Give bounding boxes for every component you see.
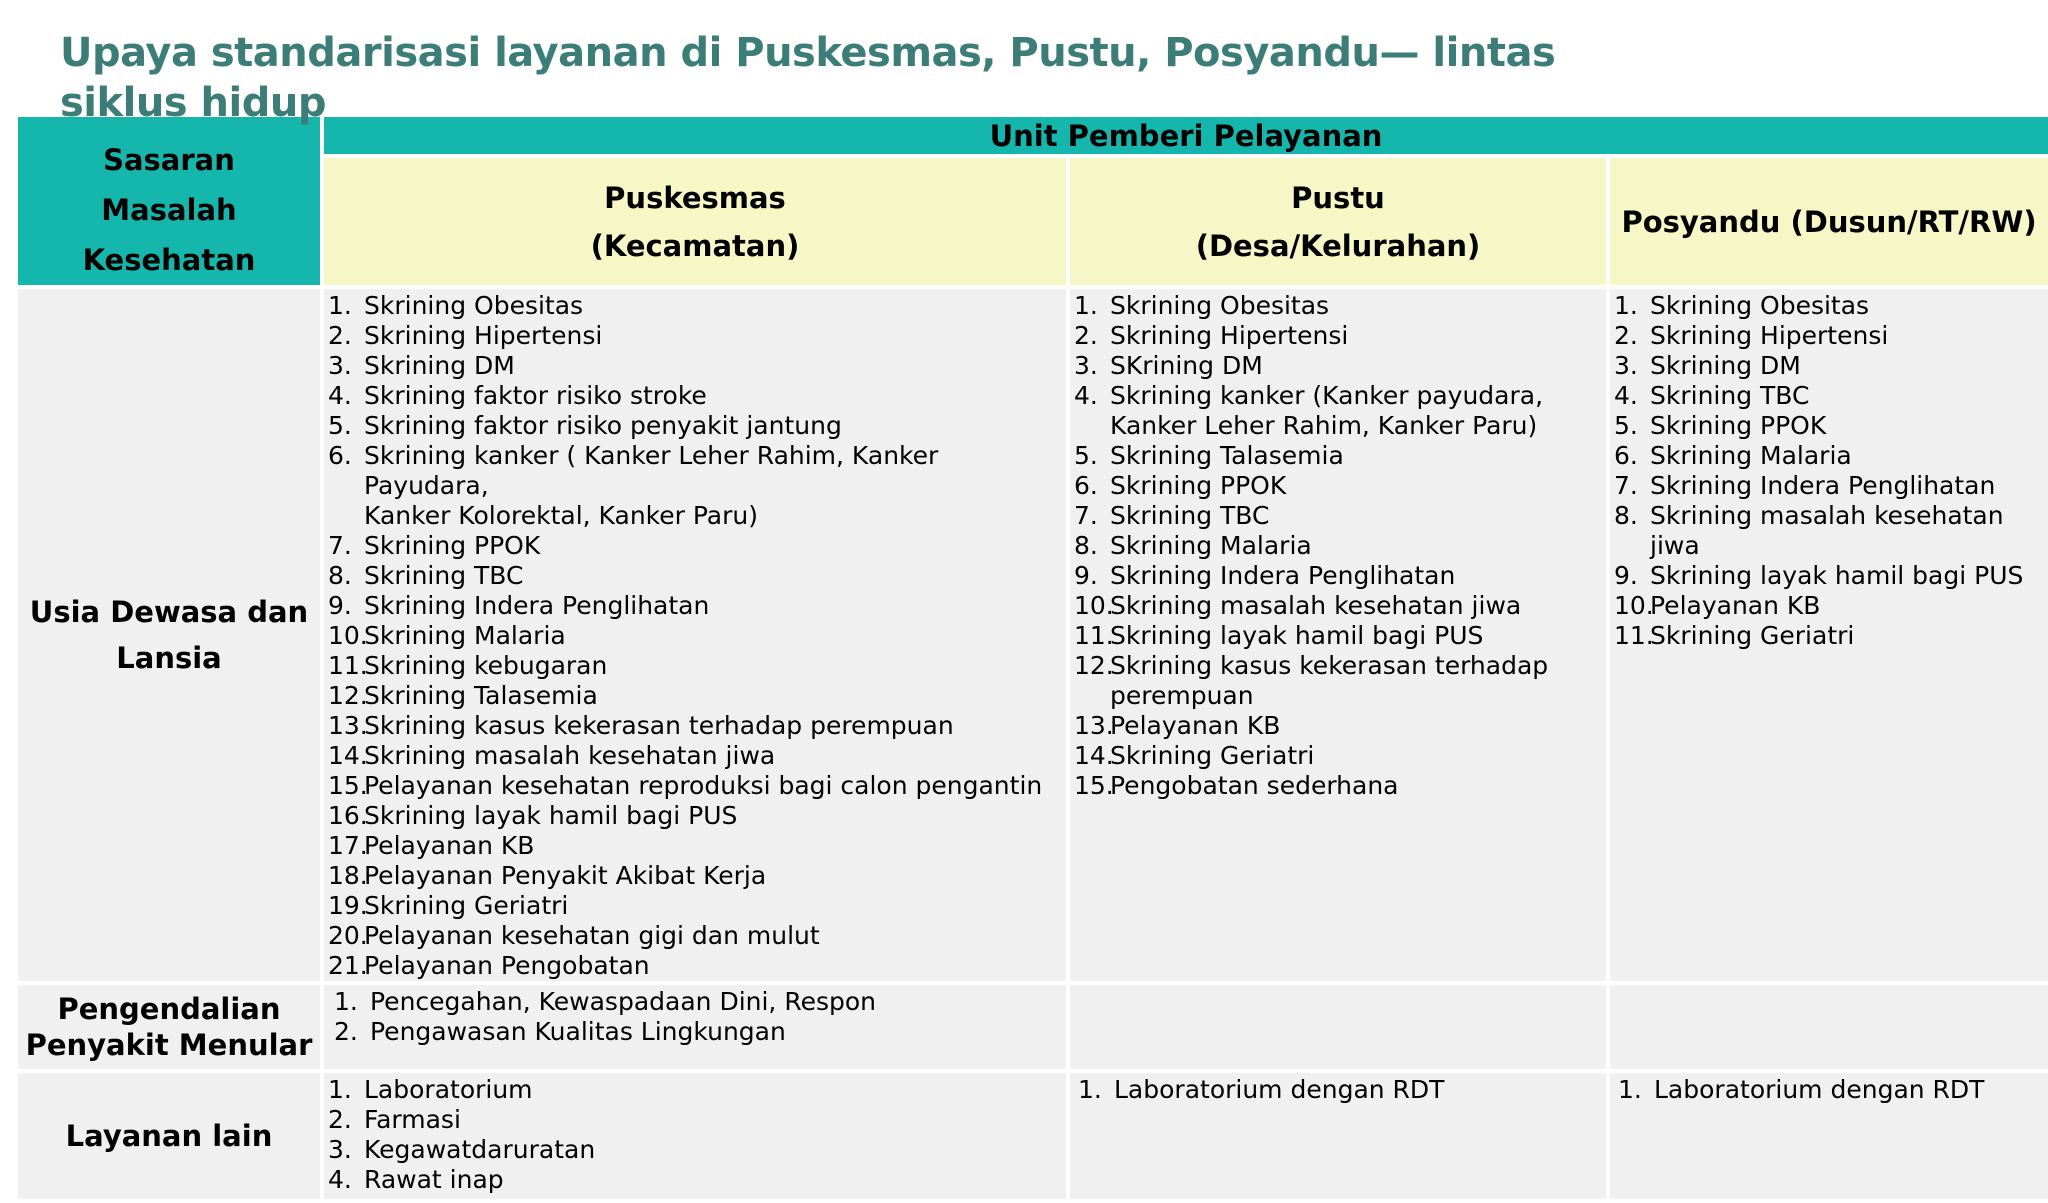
service-item-number: 12. — [1074, 651, 1114, 680]
service-item-text: Skrining kanker (Kanker payudara, Kanker Leher Rahim, Kanker Paru) — [1110, 381, 1544, 440]
service-item-text: Pelayanan Pengobatan — [364, 951, 650, 980]
service-item-text: Skrining Malaria — [1650, 441, 1852, 470]
service-item-text: Rawat inap — [364, 1165, 504, 1194]
service-item — [324, 741, 1066, 771]
service-item — [1070, 651, 1606, 681]
service-item-text: Skrining Indera Penglihatan — [1110, 561, 1456, 590]
service-item-number: 2. — [334, 1017, 358, 1046]
service-item-number: 15. — [1074, 771, 1114, 800]
service-table — [14, 113, 2048, 1203]
service-item-number: 1. — [1618, 1075, 1642, 1104]
service-item — [1070, 471, 1606, 501]
service-item — [1070, 681, 1606, 711]
cell-puskesmas-usia-dewasa — [322, 287, 1068, 983]
service-item-text: Skrining PPOK — [1110, 471, 1287, 500]
service-item — [324, 1135, 1066, 1165]
service-item-text: Skrining Geriatri — [1110, 741, 1315, 770]
service-item — [330, 1017, 1066, 1047]
service-item-number: 11. — [1614, 621, 1654, 650]
service-item-text: Pelayanan kesehatan reproduksi bagi calon pengantin — [364, 771, 1043, 800]
service-item-number: 11. — [1074, 621, 1114, 650]
service-item-text: Skrining PPOK — [364, 531, 541, 560]
service-item — [1070, 591, 1606, 621]
service-item — [324, 651, 1066, 681]
row-label-line1: Layanan lain — [65, 1119, 273, 1153]
service-item-number: 5. — [1614, 411, 1638, 440]
service-item-text: Skrining Hipertensi — [1110, 321, 1349, 350]
service-item-number: 19. — [328, 891, 368, 920]
service-item-text: Laboratorium dengan RDT — [1114, 1075, 1445, 1104]
service-item-text: Skrining Indera Penglihatan — [1650, 471, 1996, 500]
service-item — [324, 1075, 1066, 1105]
service-item-text: Farmasi — [364, 1105, 461, 1134]
service-item-text: Skrining masalah kesehatan jiwa — [364, 741, 776, 770]
service-item-number: 18. — [328, 861, 368, 890]
row-label-line1: Usia Dewasa dan — [29, 595, 309, 629]
service-item — [1610, 321, 2048, 351]
service-item-number: 11. — [328, 651, 368, 680]
service-item-text: Skrining layak hamil bagi PUS — [364, 801, 738, 830]
service-item — [330, 987, 1066, 1017]
service-item-text: SKrining DM — [1110, 351, 1263, 380]
service-item-text: Kanker Kolorektal, Kanker Paru) — [364, 501, 759, 530]
service-item-number: 6. — [328, 441, 352, 470]
service-list — [324, 1073, 1066, 1195]
service-item-text: Skrining Geriatri — [364, 891, 569, 920]
service-item-number: 1. — [328, 1075, 352, 1104]
service-item-number: 14. — [1074, 741, 1114, 770]
header-sasaran-label: Sasaran — [103, 143, 235, 177]
service-item-number: 12. — [328, 681, 368, 710]
service-item-number: 4. — [328, 381, 352, 410]
service-item — [324, 441, 1066, 501]
service-item — [324, 831, 1066, 861]
service-item — [1070, 561, 1606, 591]
service-list — [324, 289, 1066, 981]
service-item-text: Skrining DM — [364, 351, 515, 380]
service-item-number: 4. — [1614, 381, 1638, 410]
service-item-text: Pelayanan KB — [1650, 591, 1821, 620]
row-label-line1: Pengendalian — [57, 992, 281, 1026]
service-item-number: 1. — [334, 987, 358, 1016]
service-item — [1070, 771, 1606, 801]
service-item-number: 1. — [1074, 291, 1098, 320]
service-item-number: 6. — [1614, 441, 1638, 470]
service-item-number: 9. — [328, 591, 352, 620]
header-pustu-label: Pustu — [1291, 180, 1385, 215]
service-item-text: Skrining TBC — [1650, 381, 1810, 410]
service-item-number: 9. — [1074, 561, 1098, 590]
header-pustu-sub: (Desa/Kelurahan) — [1195, 228, 1481, 263]
service-item — [324, 681, 1066, 711]
service-item — [324, 531, 1066, 561]
service-item-text: Skrining layak hamil bagi PUS — [1650, 561, 2024, 590]
service-list — [1070, 289, 1606, 801]
cell-posyandu-layanan-lain — [1608, 1071, 2048, 1201]
service-item-text: Skrining Indera Penglihatan — [364, 591, 710, 620]
service-item — [324, 321, 1066, 351]
service-item-text: Skrining masalah kesehatan jiwa — [1650, 501, 2004, 560]
header-pustu — [1068, 156, 1608, 287]
service-item-text: Laboratorium dengan RDT — [1654, 1075, 1985, 1104]
service-item — [324, 861, 1066, 891]
service-item-text: Pelayanan Penyakit Akibat Kerja — [364, 861, 767, 890]
service-item-number: 2. — [328, 1105, 352, 1134]
service-item-number: 10. — [1074, 591, 1114, 620]
service-item — [1610, 441, 2048, 471]
service-item-number: 3. — [1614, 351, 1638, 380]
service-item — [324, 291, 1066, 321]
service-item — [1070, 711, 1606, 741]
service-item-text: Skrining layak hamil bagi PUS — [1110, 621, 1484, 650]
service-list — [1070, 985, 1606, 987]
service-item-text: Laboratorium — [364, 1075, 533, 1104]
service-item-number: 9. — [1614, 561, 1638, 590]
service-item — [1070, 741, 1606, 771]
service-item-text: Skrining Obesitas — [1650, 291, 1870, 320]
service-item — [1070, 381, 1606, 441]
service-item-number: 2. — [1074, 321, 1098, 350]
header-unit: Unit Pemberi Pelayanan — [322, 115, 2048, 156]
service-item-number: 1. — [328, 291, 352, 320]
service-item-number: 3. — [328, 351, 352, 380]
service-item-text: Skrining kanker ( Kanker Leher Rahim, Kanker Payudara, — [364, 441, 939, 500]
service-item — [324, 501, 1066, 531]
service-item — [324, 951, 1066, 981]
service-item-number: 10. — [328, 621, 368, 650]
cell-posyandu-pengendalian — [1608, 983, 2048, 1071]
service-item — [1070, 291, 1606, 321]
service-item-text: perempuan — [1110, 681, 1254, 710]
service-item-number: 8. — [328, 561, 352, 590]
service-item-text: Skrining DM — [1650, 351, 1801, 380]
service-item — [1610, 351, 2048, 381]
service-item-text: Skrining Obesitas — [364, 291, 584, 320]
service-item-text: Pengobatan sederhana — [1110, 771, 1399, 800]
service-item-text: Kegawatdaruratan — [364, 1135, 596, 1164]
service-item — [1070, 621, 1606, 651]
cell-puskesmas-pengendalian — [322, 983, 1068, 1071]
service-item — [1610, 411, 2048, 441]
service-item — [1070, 321, 1606, 351]
row-label-layanan-lain — [16, 1071, 322, 1201]
service-item-number: 7. — [1074, 501, 1098, 530]
service-list — [1610, 985, 2048, 987]
service-item — [1610, 471, 2048, 501]
service-item — [1610, 291, 2048, 321]
service-item — [1610, 591, 2048, 621]
service-item-text: Skrining masalah kesehatan jiwa — [1110, 591, 1522, 620]
slide-title: Upaya standarisasi layanan di Puskesmas, Pustu, Posyandu— lintas siklus hidup — [60, 30, 1556, 126]
service-item — [324, 771, 1066, 801]
service-item-number: 7. — [328, 531, 352, 560]
service-item-text: Skrining Talasemia — [1110, 441, 1344, 470]
service-item-number: 16. — [328, 801, 368, 830]
service-item — [324, 711, 1066, 741]
service-item-text: Skrining kasus kekerasan terhadap — [1110, 651, 1549, 680]
service-list — [324, 985, 1066, 1047]
service-item — [324, 351, 1066, 381]
service-list — [1610, 289, 2048, 651]
service-item — [324, 381, 1066, 411]
service-item-text: Pelayanan kesehatan gigi dan mulut — [364, 921, 820, 950]
row-label-pengendalian — [16, 983, 322, 1071]
service-item-number: 8. — [1074, 531, 1098, 560]
service-item-number: 2. — [1614, 321, 1638, 350]
service-item-text: Pengawasan Kualitas Lingkungan — [370, 1017, 786, 1046]
service-item-text: Skrining Malaria — [1110, 531, 1312, 560]
service-item-text: Skrining faktor risiko stroke — [364, 381, 707, 410]
service-item-number: 13. — [328, 711, 368, 740]
service-item — [324, 1105, 1066, 1135]
service-item-text: Skrining Talasemia — [364, 681, 598, 710]
service-item-number: 20. — [328, 921, 368, 950]
service-item-number: 2. — [328, 321, 352, 350]
service-item-text: Skrining Hipertensi — [1650, 321, 1889, 350]
service-item-number: 1. — [1078, 1075, 1102, 1104]
service-item — [324, 621, 1066, 651]
service-item-number: 5. — [328, 411, 352, 440]
service-item — [1610, 561, 2048, 591]
service-item — [324, 921, 1066, 951]
service-item-text: Pelayanan KB — [364, 831, 535, 860]
service-item-text: Skrining PPOK — [1650, 411, 1827, 440]
service-item-text: Skrining Malaria — [364, 621, 566, 650]
service-item-text: Skrining kasus kekerasan terhadap perempuan — [364, 711, 954, 740]
header-sasaran — [16, 115, 322, 287]
cell-puskesmas-layanan-lain — [322, 1071, 1068, 1201]
service-list — [1070, 1073, 1606, 1105]
row-label-usia-dewasa — [16, 287, 322, 983]
service-item — [1074, 1075, 1606, 1105]
service-item — [1610, 501, 2048, 561]
service-item — [1070, 501, 1606, 531]
service-item — [324, 591, 1066, 621]
service-item — [1614, 1075, 2048, 1105]
service-item-number: 4. — [328, 1165, 352, 1194]
service-item-number: 7. — [1614, 471, 1638, 500]
service-item-number: 4. — [1074, 381, 1098, 410]
service-item-number: 8. — [1614, 501, 1638, 530]
service-item-number: 6. — [1074, 471, 1098, 500]
service-item-text: Skrining TBC — [364, 561, 524, 590]
service-item — [324, 1165, 1066, 1195]
service-item-number: 3. — [1074, 351, 1098, 380]
service-item-text: Skrining kebugaran — [364, 651, 608, 680]
service-item-number: 3. — [328, 1135, 352, 1164]
service-item — [1610, 621, 2048, 651]
header-masalah-label: Masalah Kesehatan — [82, 193, 256, 277]
service-item-number: 5. — [1074, 441, 1098, 470]
header-posyandu: Posyandu (Dusun/RT/RW) — [1608, 156, 2048, 287]
cell-pustu-pengendalian — [1068, 983, 1608, 1071]
row-label-line2: Penyakit Menular — [25, 1028, 313, 1062]
cell-posyandu-usia-dewasa — [1608, 287, 2048, 983]
service-item-text: Skrining Obesitas — [1110, 291, 1330, 320]
service-item-number: 17. — [328, 831, 368, 860]
service-item — [324, 801, 1066, 831]
service-item-number: 10. — [1614, 591, 1654, 620]
service-item — [324, 561, 1066, 591]
service-item-number: 15. — [328, 771, 368, 800]
service-item-number: 14. — [328, 741, 368, 770]
service-item-text: Skrining Geriatri — [1650, 621, 1855, 650]
service-item-text: Skrining TBC — [1110, 501, 1270, 530]
service-item — [324, 411, 1066, 441]
header-puskesmas-sub: (Kecamatan) — [590, 228, 800, 263]
service-item-text: Skrining faktor risiko penyakit jantung — [364, 411, 842, 440]
service-item-text: Pencegahan, Kewaspadaan Dini, Respon — [370, 987, 876, 1016]
header-puskesmas-label: Puskesmas — [604, 180, 786, 215]
service-item-text: Pelayanan KB — [1110, 711, 1281, 740]
service-item-number: 1. — [1614, 291, 1638, 320]
service-item-number: 21. — [328, 951, 368, 980]
service-item — [1070, 441, 1606, 471]
service-item-text: Skrining Hipertensi — [364, 321, 603, 350]
service-list — [1610, 1073, 2048, 1105]
row-label-line2: Lansia — [116, 641, 222, 675]
service-item-number: 13. — [1074, 711, 1114, 740]
service-item — [1610, 381, 2048, 411]
cell-pustu-usia-dewasa — [1068, 287, 1608, 983]
service-item — [1070, 351, 1606, 381]
cell-pustu-layanan-lain — [1068, 1071, 1608, 1201]
service-item — [1070, 531, 1606, 561]
service-item — [324, 891, 1066, 921]
header-puskesmas — [322, 156, 1068, 287]
